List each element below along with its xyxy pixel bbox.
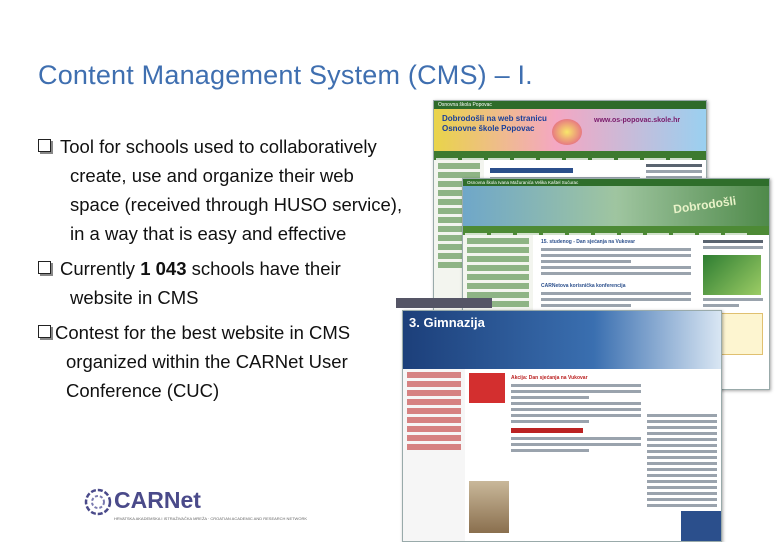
site1-url: www.os-popovac.skole.hr <box>594 117 681 124</box>
bullet-3-line-2: organized within the CARNet User <box>66 351 348 372</box>
site2-banner-text: Dobrodošli <box>672 193 737 217</box>
carnet-logo <box>84 484 307 528</box>
bullet-2 <box>38 254 341 312</box>
site3-sidebar <box>403 369 465 541</box>
site3-caption: Akcija: Dan sjećanja na Vukovar <box>511 375 588 381</box>
bullet-1-line-2: create, use and organize their web <box>70 165 354 186</box>
carnet-logo-subtitle: HRVATSKA AKADEMSKA I ISTRAŽIVAČKA MREŽA · CROATIAN ACADEMIC AND RESEARCH NETWORK <box>114 516 307 521</box>
screenshot-shadow-strip <box>396 298 492 308</box>
enter-logo-icon <box>469 373 505 403</box>
checkbox-bullet-icon <box>38 325 51 338</box>
site3-content <box>511 375 641 455</box>
school-count: 1 043 <box>140 258 187 279</box>
site2-navbar <box>463 226 769 235</box>
bullet-1-line-1: Tool for schools used to collaboratively <box>60 136 377 157</box>
bullet-1-line-4: in a way that is easy and effective <box>70 223 347 244</box>
checkbox-bullet-icon <box>38 139 51 152</box>
site3-right-list <box>647 411 717 510</box>
site3-header: 3. Gimnazija <box>409 315 485 330</box>
bullet-3-line-3: Conference (CUC) <box>66 380 220 401</box>
screenshot-school-site-gimnazija <box>402 310 722 542</box>
slide-corner-block <box>681 511 721 541</box>
church-photo-icon <box>469 481 509 533</box>
bullet-3-line-1: Contest for the best website in CMS <box>55 322 351 343</box>
bullet-2-line-2: website in CMS <box>70 287 199 308</box>
site2-content <box>541 239 691 310</box>
site1-navbar <box>434 151 706 160</box>
flag-image-icon <box>703 255 761 295</box>
checkbox-bullet-icon <box>38 261 51 274</box>
site2-banner <box>463 186 769 226</box>
page-number: 24 <box>752 508 765 520</box>
site2-header: Osnovna škola Ivana Mažuranića Velika Kaštel Sućurac <box>463 179 769 186</box>
bullet-1 <box>38 132 402 248</box>
carnet-logo-name: CARNet <box>114 487 201 513</box>
site1-banner-text: Dobrodošli na web stranicu Osnovne škole Popovac <box>442 114 547 133</box>
slide-title: Content Management System (CMS) – I. <box>38 60 533 90</box>
site2-section-title: CARNetova korisnička konferencija <box>541 283 626 289</box>
site3-banner <box>403 311 721 369</box>
site1-banner <box>434 109 706 151</box>
site1-header: Osnovna škola Popovac <box>434 101 706 109</box>
bullet-1-line-3: space (received through HUSO service), <box>70 194 403 215</box>
bullet-2-suffix: schools have their <box>186 258 341 279</box>
flower-decoration-icon <box>552 119 582 145</box>
carnet-logo-icon <box>84 488 112 516</box>
site2-news-title: 15. studenog - Dan sjećanja na Vukovar <box>541 239 636 245</box>
bullet-2-prefix: Currently <box>60 258 141 279</box>
bullet-3 <box>38 318 350 405</box>
